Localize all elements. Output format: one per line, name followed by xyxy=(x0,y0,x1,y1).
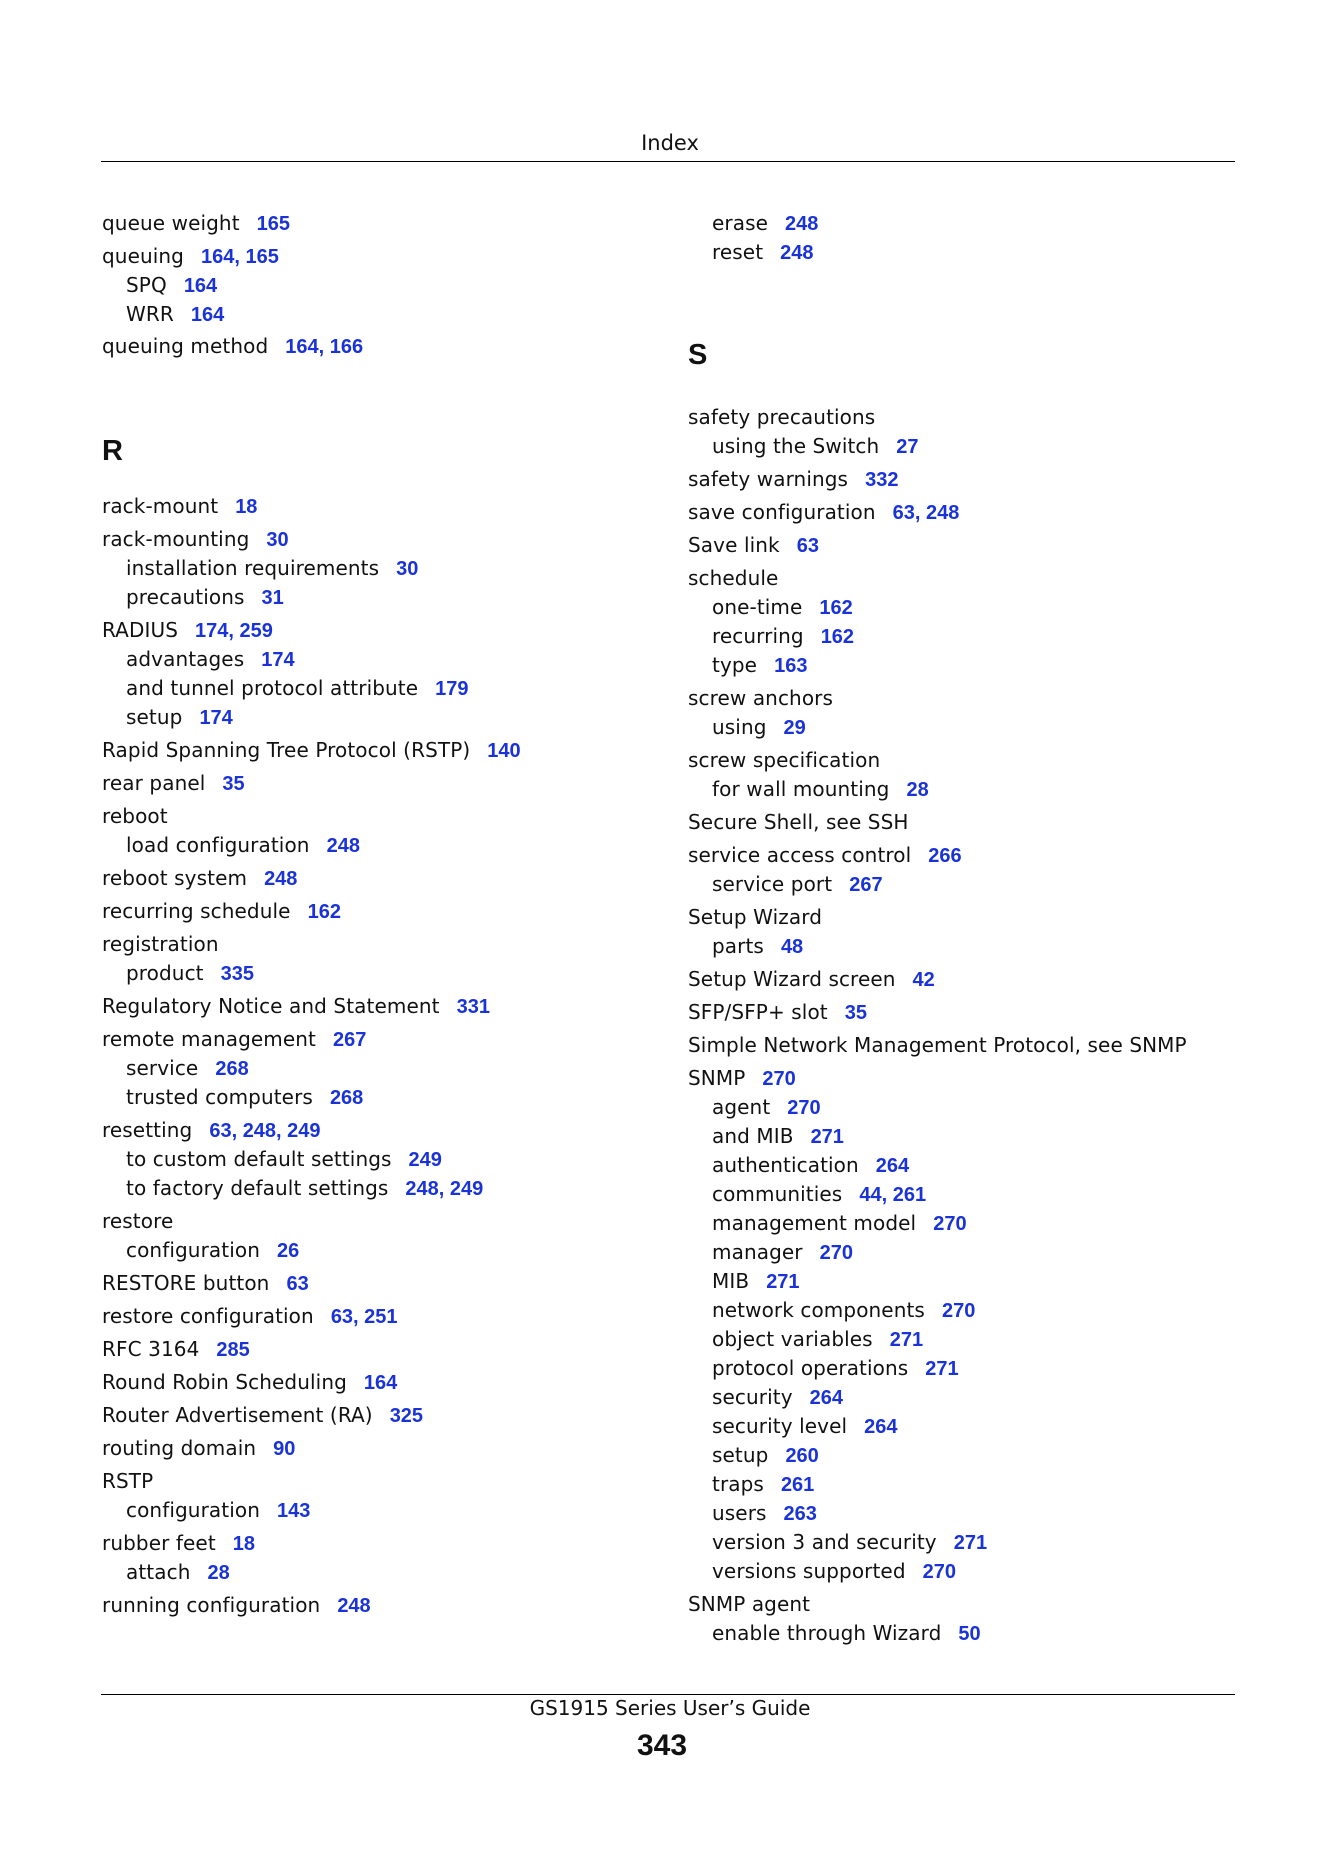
index-subentry xyxy=(102,675,469,702)
page-reference-link[interactable]: 248 xyxy=(785,213,819,235)
index-subentry xyxy=(102,1175,483,1202)
page-reference-link[interactable]: 270 xyxy=(819,1242,853,1264)
index-term: Secure Shell, see SSH xyxy=(688,810,909,834)
index-term: advantages xyxy=(126,647,245,671)
index-subentry xyxy=(688,1442,819,1469)
index-term: queuing method xyxy=(102,334,269,358)
index-term: resetting xyxy=(102,1118,193,1142)
page-reference-link[interactable]: 27 xyxy=(896,436,919,458)
index-term: versions supported xyxy=(712,1559,906,1583)
index-term: remote management xyxy=(102,1027,316,1051)
index-subentry xyxy=(688,1297,975,1324)
index-subentry xyxy=(102,272,217,299)
index-entry xyxy=(102,865,297,892)
index-term: schedule xyxy=(688,566,779,590)
page-reference-link[interactable]: 18 xyxy=(232,1533,256,1555)
index-entry xyxy=(688,532,819,559)
index-term: SNMP agent xyxy=(688,1592,811,1616)
index-term: installation requirements xyxy=(126,556,380,580)
index-subentry xyxy=(688,1529,987,1556)
index-entry xyxy=(102,931,219,957)
page-reference-link[interactable]: 248 xyxy=(337,1595,371,1617)
index-term: safety warnings xyxy=(688,467,849,491)
index-term: using the Switch xyxy=(712,434,880,458)
index-subentry xyxy=(688,871,883,898)
index-term: RFC 3164 xyxy=(102,1337,200,1361)
index-term: protocol operations xyxy=(712,1356,909,1380)
index-term: WRR xyxy=(126,302,174,326)
index-entry xyxy=(102,803,168,829)
index-entry xyxy=(102,1369,397,1396)
index-entry xyxy=(102,770,245,797)
index-subentry xyxy=(688,652,807,679)
index-subentry xyxy=(102,584,284,611)
index-term: recurring schedule xyxy=(102,899,291,923)
page-reference-link[interactable]: 140 xyxy=(487,740,521,762)
index-entry xyxy=(102,1270,309,1297)
index-term: management model xyxy=(712,1211,917,1235)
page-reference-link[interactable]: 267 xyxy=(333,1029,367,1051)
page-reference-link[interactable]: 174 xyxy=(199,707,233,729)
page-reference-link[interactable]: 179 xyxy=(435,678,469,700)
index-term: queue weight xyxy=(102,211,240,235)
index-term: enable through Wizard xyxy=(712,1621,942,1645)
index-term: safety precautions xyxy=(688,405,876,429)
page-reference-link[interactable]: 248 xyxy=(264,868,298,890)
page-reference-link[interactable]: 271 xyxy=(889,1329,924,1351)
page-reference-link[interactable]: 63, 251 xyxy=(330,1306,398,1328)
page-reference-link[interactable]: 174, 259 xyxy=(195,620,273,642)
page-reference-link[interactable]: 164, 165 xyxy=(200,246,279,268)
index-entry xyxy=(688,966,935,993)
index-term: product xyxy=(126,961,204,985)
index-subentry xyxy=(102,1084,363,1111)
index-term: Save link xyxy=(688,533,780,557)
index-term: communities xyxy=(712,1182,843,1206)
index-subentry xyxy=(102,704,233,731)
page-reference-link[interactable]: 174 xyxy=(261,649,295,671)
index-term: screw specification xyxy=(688,748,881,772)
page-reference-link[interactable]: 270 xyxy=(787,1097,821,1119)
page-reference-link[interactable]: 270 xyxy=(762,1068,796,1090)
index-term: Setup Wizard screen xyxy=(688,967,896,991)
index-term: rubber feet xyxy=(102,1531,216,1555)
guide-title: GS1915 Series User’s Guide xyxy=(529,1696,811,1720)
index-term: Setup Wizard xyxy=(688,905,822,929)
index-term: configuration xyxy=(126,1238,260,1262)
index-term: RESTORE button xyxy=(102,1271,270,1295)
index-term: reset xyxy=(712,240,764,264)
index-entry xyxy=(688,809,909,835)
index-term: configuration xyxy=(126,1498,260,1522)
page-reference-link[interactable]: 63 xyxy=(286,1273,309,1295)
page-reference-link[interactable]: 270 xyxy=(941,1300,976,1322)
index-term: trusted computers xyxy=(126,1085,313,1109)
index-entry xyxy=(688,404,875,430)
page-reference-link[interactable]: 90 xyxy=(273,1438,296,1460)
page-reference-link[interactable]: 162 xyxy=(307,901,341,923)
page-reference-link[interactable]: 164 xyxy=(183,275,218,297)
page-reference-link[interactable]: 42 xyxy=(912,969,935,991)
page-reference-link[interactable]: 248 xyxy=(326,835,360,857)
index-term: setup xyxy=(712,1443,769,1467)
page-reference-link[interactable]: 271 xyxy=(810,1126,844,1148)
page-reference-link[interactable]: 163 xyxy=(774,655,808,677)
index-term: MIB xyxy=(712,1269,750,1293)
index-subentry xyxy=(102,1497,310,1524)
index-term: Regulatory Notice and Statement xyxy=(102,994,440,1018)
page-reference-link[interactable]: 162 xyxy=(819,597,853,619)
page-reference-link[interactable]: 30 xyxy=(266,529,289,551)
index-term: load configuration xyxy=(126,833,310,857)
page-reference-link[interactable]: 332 xyxy=(865,469,899,491)
index-subentry xyxy=(102,646,295,673)
index-subentry xyxy=(102,1237,299,1264)
page-reference-link[interactable]: 248, 249 xyxy=(405,1178,484,1200)
index-term: running configuration xyxy=(102,1593,321,1617)
index-term: object variables xyxy=(712,1327,873,1351)
index-subentry xyxy=(688,1239,853,1266)
index-term: traps xyxy=(712,1472,764,1496)
page-reference-link[interactable]: 248 xyxy=(780,242,814,264)
page-reference-link[interactable]: 30 xyxy=(396,558,419,580)
page-reference-link[interactable]: 164 xyxy=(363,1372,398,1394)
section-letter: R xyxy=(102,435,123,467)
index-term: network components xyxy=(712,1298,925,1322)
index-term: save configuration xyxy=(688,500,876,524)
index-term: parts xyxy=(712,934,764,958)
index-entry xyxy=(688,466,898,493)
index-term: service port xyxy=(712,872,833,896)
page-reference-link[interactable]: 31 xyxy=(261,587,284,609)
page-reference-link[interactable]: 263 xyxy=(783,1503,817,1525)
page-reference-link[interactable]: 35 xyxy=(844,1002,867,1024)
index-term: service access control xyxy=(688,843,912,867)
index-subentry xyxy=(688,623,854,650)
index-term: restore xyxy=(102,1209,174,1233)
page-reference-link[interactable]: 260 xyxy=(785,1445,819,1467)
page-reference-link[interactable]: 261 xyxy=(780,1474,815,1496)
index-entry xyxy=(102,993,490,1020)
index-term: one-time xyxy=(712,595,803,619)
index-entry xyxy=(102,617,273,644)
index-term: rack-mounting xyxy=(102,527,250,551)
index-entry xyxy=(102,1592,371,1619)
index-entry xyxy=(688,499,959,526)
index-entry xyxy=(102,1402,423,1429)
index-term: to factory default settings xyxy=(126,1176,389,1200)
index-subentry xyxy=(688,1181,926,1208)
page-reference-link[interactable]: 26 xyxy=(276,1240,300,1262)
page-reference-link[interactable]: 268 xyxy=(215,1058,249,1080)
page-reference-link[interactable]: 285 xyxy=(216,1339,250,1361)
page-reference-link[interactable]: 264 xyxy=(864,1416,898,1438)
index-term: manager xyxy=(712,1240,803,1264)
index-entry xyxy=(102,1303,398,1330)
index-subentry xyxy=(688,1123,844,1150)
index-entry xyxy=(688,904,822,930)
index-term: agent xyxy=(712,1095,771,1119)
index-entry xyxy=(102,1026,366,1053)
index-term: users xyxy=(712,1501,767,1525)
index-term: and MIB xyxy=(712,1124,794,1148)
index-entry xyxy=(102,1530,255,1557)
page-reference-link[interactable]: 18 xyxy=(235,496,258,518)
index-entry xyxy=(688,565,778,591)
index-term: Simple Network Management Protocol, see SNMP xyxy=(688,1033,1187,1057)
page-reference-link[interactable]: 29 xyxy=(783,717,806,739)
index-term: Rapid Spanning Tree Protocol (RSTP) xyxy=(102,738,471,762)
index-subentry xyxy=(688,1326,923,1353)
page-reference-link[interactable]: 325 xyxy=(389,1405,424,1427)
index-entry xyxy=(688,1591,810,1617)
page-reference-link[interactable]: 331 xyxy=(456,996,490,1018)
index-term: reboot system xyxy=(102,866,248,890)
page-reference-link[interactable]: 249 xyxy=(408,1149,442,1171)
index-subentry xyxy=(102,960,254,987)
page-reference-link[interactable]: 48 xyxy=(780,936,804,958)
index-subentry xyxy=(688,1152,909,1179)
index-entry xyxy=(102,1117,321,1144)
index-term: service xyxy=(126,1056,199,1080)
page-reference-link[interactable]: 50 xyxy=(958,1623,981,1645)
index-term: security level xyxy=(712,1414,848,1438)
index-subentry xyxy=(688,1620,981,1647)
page-reference-link[interactable]: 28 xyxy=(207,1562,230,1584)
index-term: recurring xyxy=(712,624,804,648)
index-entry xyxy=(102,898,341,925)
index-subentry xyxy=(102,301,224,328)
index-subentry xyxy=(102,1146,442,1173)
index-entry xyxy=(688,685,833,711)
index-term: type xyxy=(712,653,758,677)
page-reference-link[interactable]: 267 xyxy=(849,874,883,896)
page-reference-link[interactable]: 266 xyxy=(928,845,962,867)
page-reference-link[interactable]: 63, 248, 249 xyxy=(209,1120,321,1142)
page-reference-link[interactable]: 165 xyxy=(256,213,291,235)
page-reference-link[interactable]: 35 xyxy=(222,773,245,795)
index-entry xyxy=(688,999,867,1026)
index-subentry xyxy=(688,433,919,460)
index-term: registration xyxy=(102,932,219,956)
index-entry xyxy=(102,1208,173,1234)
index-entry xyxy=(102,333,363,360)
index-term: queuing xyxy=(102,244,184,268)
index-term: rack-mount xyxy=(102,494,219,518)
index-term: erase xyxy=(712,211,769,235)
index-subentry xyxy=(102,1055,249,1082)
index-term: for wall mounting xyxy=(712,777,890,801)
running-header: Index xyxy=(641,131,699,155)
index-term: security xyxy=(712,1385,793,1409)
index-entry xyxy=(102,737,521,764)
index-subentry xyxy=(688,1094,821,1121)
index-subentry xyxy=(688,714,806,741)
index-entry xyxy=(688,842,962,869)
page-reference-link[interactable]: 271 xyxy=(953,1532,988,1554)
index-subentry xyxy=(688,1268,800,1295)
page-reference-link[interactable]: 44, 261 xyxy=(859,1184,927,1206)
index-term: authentication xyxy=(712,1153,859,1177)
page-reference-link[interactable]: 270 xyxy=(922,1561,956,1583)
index-subentry xyxy=(102,832,360,859)
page-reference-link[interactable]: 271 xyxy=(766,1271,800,1293)
page-reference-link[interactable]: 264 xyxy=(809,1387,844,1409)
index-term: routing domain xyxy=(102,1436,257,1460)
page-reference-link[interactable]: 162 xyxy=(820,626,855,648)
index-term: attach xyxy=(126,1560,191,1584)
index-term: SPQ xyxy=(126,273,167,297)
page-reference-link[interactable]: 270 xyxy=(933,1213,967,1235)
index-subentry xyxy=(688,594,853,621)
page-reference-link[interactable]: 63, 248 xyxy=(892,502,960,524)
index-subentry xyxy=(688,1471,814,1498)
page-reference-link[interactable]: 271 xyxy=(925,1358,959,1380)
section-letter: S xyxy=(688,339,708,371)
index-term: rear panel xyxy=(102,771,206,795)
index-term: Router Advertisement (RA) xyxy=(102,1403,373,1427)
page-reference-link[interactable]: 28 xyxy=(906,779,929,801)
index-term: restore configuration xyxy=(102,1304,314,1328)
index-entry xyxy=(102,243,279,270)
page-reference-link[interactable]: 264 xyxy=(875,1155,910,1177)
index-subentry xyxy=(688,1210,967,1237)
index-term: RSTP xyxy=(102,1469,154,1493)
index-entry xyxy=(688,1032,1187,1058)
index-term: using xyxy=(712,715,767,739)
index-term: reboot xyxy=(102,804,168,828)
index-entry xyxy=(688,747,880,773)
index-subentry xyxy=(688,776,929,803)
index-term: SNMP xyxy=(688,1066,746,1090)
index-term: and tunnel protocol attribute xyxy=(126,676,419,700)
index-entry xyxy=(102,493,257,520)
index-term: SFP/SFP+ slot xyxy=(688,1000,828,1024)
index-subentry xyxy=(688,1500,817,1527)
index-term: Round Robin Scheduling xyxy=(102,1370,347,1394)
index-term: version 3 and security xyxy=(712,1530,937,1554)
page-reference-link[interactable]: 268 xyxy=(329,1087,364,1109)
index-entry xyxy=(102,526,289,553)
header-rule xyxy=(101,161,1235,162)
index-term: RADIUS xyxy=(102,618,179,642)
index-entry xyxy=(102,1468,153,1494)
index-subentry xyxy=(688,1384,843,1411)
index-term: screw anchors xyxy=(688,686,834,710)
index-subentry xyxy=(688,933,803,960)
page-reference-link[interactable]: 143 xyxy=(276,1500,311,1522)
index-subentry xyxy=(688,1355,959,1382)
index-term: to custom default settings xyxy=(126,1147,392,1171)
index-subentry xyxy=(688,1558,956,1585)
index-term: setup xyxy=(126,705,183,729)
index-entry xyxy=(102,1336,250,1363)
index-subentry xyxy=(102,555,418,582)
page-reference-link[interactable]: 63 xyxy=(796,535,819,557)
page-reference-link[interactable]: 164, 166 xyxy=(285,336,364,358)
index-term: precautions xyxy=(126,585,245,609)
page-number: 343 xyxy=(636,1729,688,1762)
index-entry xyxy=(102,1435,295,1462)
index-entry xyxy=(102,210,290,237)
page-reference-link[interactable]: 164 xyxy=(190,304,225,326)
index-subentry xyxy=(688,210,818,237)
index-subentry xyxy=(688,1413,898,1440)
index-subentry xyxy=(102,1559,230,1586)
index-entry xyxy=(688,1065,796,1092)
index-subentry xyxy=(688,239,814,266)
page-reference-link[interactable]: 335 xyxy=(220,963,254,985)
